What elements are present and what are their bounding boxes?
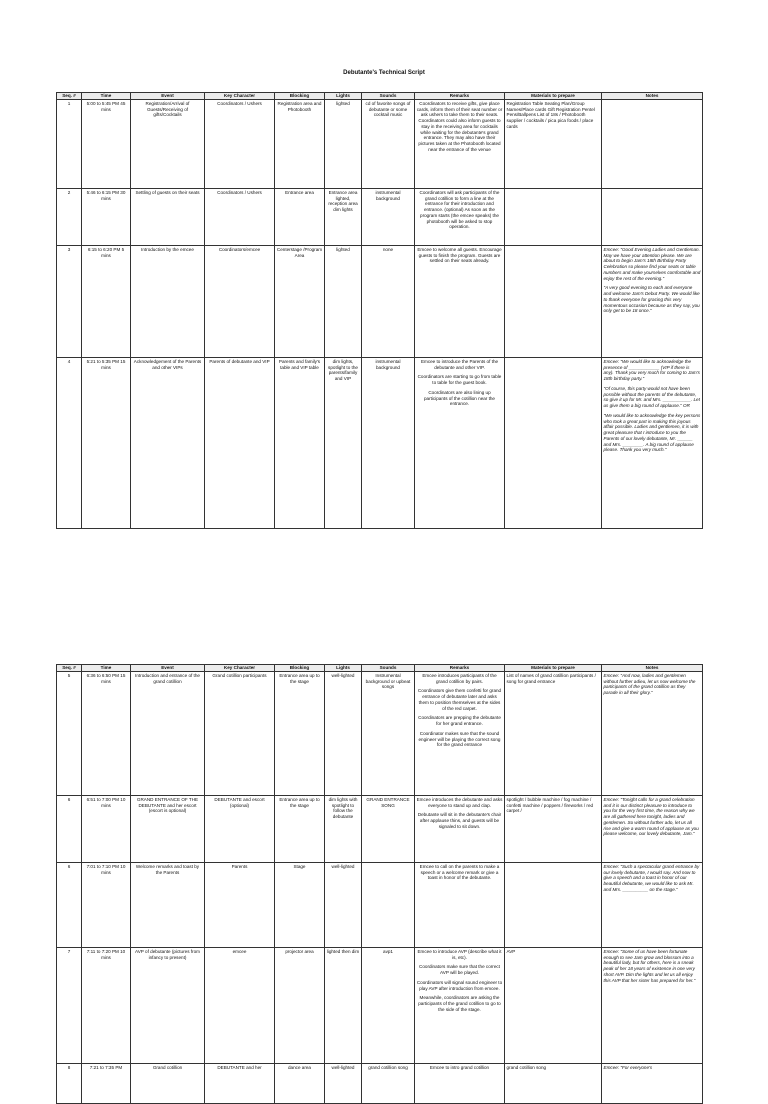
notes-cell <box>602 948 703 1064</box>
column-header: Blocking <box>275 665 325 672</box>
column-header: Time <box>82 665 131 672</box>
blocking-cell: Stage <box>275 863 325 948</box>
column-header: Seq. # <box>57 93 82 100</box>
remarks-cell <box>415 246 505 358</box>
sounds-cell: Instrumental background or upbeat songs <box>362 672 415 796</box>
header-row <box>57 93 703 100</box>
column-header: Blocking <box>275 93 325 100</box>
materials-cell: List of names of grand cotillion participants / song for grand entrance <box>505 672 602 796</box>
time-cell: 5:46 to 6:15 PM 30 mins <box>82 189 131 246</box>
remarks-cell <box>415 1064 505 1104</box>
remarks-paragraph: Emcee to intro grand cotillion <box>429 1065 490 1070</box>
lights-cell: lighted <box>325 246 362 358</box>
notes-cell <box>602 100 703 189</box>
seq-cell: 2 <box>57 189 82 246</box>
table-row <box>57 246 703 358</box>
column-header: Key Character <box>205 93 275 100</box>
column-header: Sounds <box>362 665 415 672</box>
blocking-cell: Entrance area up to the stage <box>275 796 325 863</box>
time-cell: 7:11 to 7:20 PM 10 mins <box>82 948 131 1064</box>
sounds-cell: none <box>362 246 415 358</box>
key-character-cell: Parents <box>205 863 275 948</box>
column-header: Event <box>131 93 205 100</box>
lights-cell: well-lighted <box>325 863 362 948</box>
table-body <box>57 672 703 1104</box>
seq-cell: 8 <box>57 1064 82 1104</box>
time-cell: 6:51 to 7:00 PM 10 mins <box>82 796 131 863</box>
table-row <box>57 948 703 1064</box>
lights-cell: lighted <box>325 100 362 189</box>
sounds-cell: instrumental background <box>362 358 415 529</box>
remarks-paragraph: Debutante will sit in the debutante's chair after applause thins, and guests will be signaled to sit down. <box>417 812 502 829</box>
notes-paragraph: "A very good evening to each and everyone and welcome Jam's Debut Party. We would like to thank everyone for gracing this very momentous occasion because as they say, you only get to be 18 once." <box>603 285 700 314</box>
notes-cell <box>602 672 703 796</box>
remarks-paragraph: Emcee to welcome all guests. Encourage guests to finish the program. Guests are settled on their seats already. <box>417 247 502 264</box>
remarks-cell <box>415 796 505 863</box>
table-row <box>57 1064 703 1104</box>
remarks-paragraph: Emcee to call on the parents to make a speech or a welcome remark or give a toast in honor of the debutante. <box>419 864 500 881</box>
notes-paragraph: "Of course, this party would not have been possible without the parents of the debutante, so give it up for Mr. and Mrs. ___________. Let us give them a big round of applause." OR <box>603 385 700 409</box>
blocking-cell: Parents and family's table and VIP table <box>275 358 325 529</box>
column-header: Remarks <box>415 665 505 672</box>
blocking-cell: Registration area and Photobooth <box>275 100 325 189</box>
materials-cell: grand cotillion song <box>505 1064 602 1104</box>
column-header: Lights <box>325 93 362 100</box>
notes-paragraph: "We would like to acknowledge the key persons who took a great part in making this joyous affair possible. Ladies and gentlemen, it is with great pleasure that I introduce to you the Parents of our lovely debutante, Mr. ______ and Mrs. ________. A big round of applause please. Thank you very much." <box>603 412 701 453</box>
document-title: Debutante's Technical Script <box>343 70 425 76</box>
blocking-cell: Centerstage /Program Area <box>275 246 325 358</box>
column-header: Seq. # <box>57 665 82 672</box>
blocking-cell: dance area <box>275 1064 325 1104</box>
remarks-paragraph: Coordinators make sure that the correct AVP will be played. <box>419 964 500 976</box>
seq-cell: 5 <box>57 672 82 796</box>
notes-paragraph: Emcee: "Such a spectacular grand entrance by our lovely debutante, I would say. And now to give a speech and a toast in honor of our beautiful debutante, we would like to ask Mr. and Mrs. __________ on the stage." <box>603 864 700 892</box>
column-header: Notes <box>602 665 703 672</box>
sounds-cell: grand cotillion song <box>362 1064 415 1104</box>
lights-cell: dim lights with spotlight to follow the debutante <box>325 796 362 863</box>
materials-cell: spotlight / bubble machine / fog machine / confetti machine / poppers / fireworks / red carpet / <box>505 796 602 863</box>
sounds-cell: GRAND ENTRANCE SONG <box>362 796 415 863</box>
column-header: Notes <box>602 93 703 100</box>
remarks-cell <box>415 189 505 246</box>
materials-cell: Registration Table Seating Plan/Group Names/Place cards Gift Registration Pentel Pens/Ballpens List of 18s / Photobooth supplier / cocktails / pica pica foods / place cards <box>505 100 602 189</box>
column-header: Key Character <box>205 665 275 672</box>
key-character-cell: DEBUTANTE and her <box>205 1064 275 1104</box>
remarks-paragraph: Emcee introduces the debutante and asks everyone to stand up and clap. <box>416 797 503 808</box>
notes-paragraph: Emcee: "Some of us have been fortunate enough to see Jam grow and blossom into a beautiful lady, but for others, here is a sneak peak of her 18 years of existence in one very short AVP. Dim the lights and let us all enjoy this AVP that her sister has prepared for her." <box>603 949 696 983</box>
notes-paragraph: Emcee: "Tonight calls for a grand celebration and it is our distinct pleasure to introduce to you for the very first time, the reason why we are all gathered here tonight, ladies and gentlemen. So without further ado, let us all rise and give a warm round of applause as you please welcome, our lovely debutante, Jam." <box>603 797 699 837</box>
remarks-cell <box>415 358 505 529</box>
time-cell: 7:21 to 7:35 PM <box>82 1064 131 1104</box>
script-table-page-2 <box>56 664 703 1104</box>
notes-paragraph: Emcee: "For everyone's <box>603 1065 653 1070</box>
column-header: Lights <box>325 665 362 672</box>
remarks-paragraph: Coordinators are prepping the debutante for her grand entrance. <box>418 715 501 727</box>
key-character-cell: emcee <box>205 948 275 1064</box>
column-header: Sounds <box>362 93 415 100</box>
notes-cell <box>602 1064 703 1104</box>
column-header: Remarks <box>415 93 505 100</box>
remarks-paragraph: Emcee introduces participants of the grand cotillion by pairs. <box>422 673 497 684</box>
seq-cell: 4 <box>57 358 82 529</box>
time-cell: 6:36 to 6:50 PM 15 mins <box>82 672 131 796</box>
sounds-cell: avp1 <box>362 948 415 1064</box>
event-cell: Introduction and entrance of the grand cotillion <box>131 672 205 796</box>
column-header: Event <box>131 665 205 672</box>
materials-cell <box>505 863 602 948</box>
key-character-cell: Parents of debutante and VIP <box>205 358 275 529</box>
table-header <box>57 665 703 672</box>
remarks-paragraph: Coordinators are also lining up participants of the cotillion near the entrance. <box>424 389 495 407</box>
notes-cell <box>602 189 703 246</box>
table-row <box>57 796 703 863</box>
remarks-paragraph: Coordinators give them confetti for grand entrance of debutante later and asks them to position themselves at the sides of the red carpet. <box>417 688 502 711</box>
lights-cell: Entrance area lighted, reception area dim lights <box>325 189 362 246</box>
remarks-paragraph: Coordinators will signal sound engineer to play AVP after introduction from emcee. <box>416 979 503 991</box>
lights-cell: lighted then dim <box>325 948 362 1064</box>
remarks-paragraph: Emcee to introduce the Parents of the debutante and other VIP. <box>420 359 499 370</box>
seq-cell: 6 <box>57 796 82 863</box>
time-cell: 6:15 to 6:20 PM 5 mins <box>82 246 131 358</box>
event-cell: Settling of guests on their seats <box>131 189 205 246</box>
notes-cell <box>602 863 703 948</box>
blocking-cell: Entrance area up to the stage <box>275 672 325 796</box>
seq-cell: 3 <box>57 246 82 358</box>
remarks-cell <box>415 672 505 796</box>
key-character-cell: DEBUTANTE and escort (optional) <box>205 796 275 863</box>
header-row <box>57 665 703 672</box>
key-character-cell: Coordinators / Ushers <box>205 100 275 189</box>
table-row <box>57 672 703 796</box>
remarks-paragraph: Emcee to introduce AVP (describe what it is, etc). <box>417 949 502 960</box>
sounds-cell: instrumental background <box>362 189 415 246</box>
event-cell: Introduction by the emcee <box>131 246 205 358</box>
table-row <box>57 863 703 948</box>
column-header: Materials to prepare <box>505 665 602 672</box>
lights-cell: dim lights, spotlight to the parents/family and VIP <box>325 358 362 529</box>
remarks-cell <box>415 100 505 189</box>
notes-cell <box>602 796 703 863</box>
key-character-cell: Coordinators/emcee <box>205 246 275 358</box>
remarks-cell <box>415 863 505 948</box>
blocking-cell: projector area <box>275 948 325 1064</box>
event-cell: GRAND ENTRANCE OF THE DEBUTANTE and her escort (escort is optional) <box>131 796 205 863</box>
remarks-paragraph: Coordinators are starting to go from table to table for the guest book. <box>417 374 502 386</box>
sounds-cell <box>362 863 415 948</box>
materials-cell <box>505 189 602 246</box>
seq-cell: 7 <box>57 948 82 1064</box>
remarks-paragraph: Coordinator makes sure that the sound engineer will be playing the correct song for the grand entrance <box>418 730 501 748</box>
materials-cell <box>505 246 602 358</box>
lights-cell: well-lighted <box>325 1064 362 1104</box>
seq-cell: 1 <box>57 100 82 189</box>
column-header: Time <box>82 93 131 100</box>
notes-paragraph: Emcee: "Good Evening Ladies and Gentleman. May we have your attention please. We are about to begin Jam's 18th Birthday Party Celebration so please find your seats or table numbers and make yourselves comfortable and enjoy the rest of the evening." <box>603 247 701 281</box>
key-character-cell: Grand cotillion participants <box>205 672 275 796</box>
event-cell: AVP of debutante (pictures from infancy to present) <box>131 948 205 1064</box>
remarks-paragraph: Meanwhile, coordinators are asking the participants of the grand cotillion to go to the side of the stage. <box>418 995 501 1012</box>
remarks-paragraph: Coordinators will ask participants of the grand cotillion to form a line at the entrance for their introduction and entrance. (optional) As soon as the program starts (the emcee speaks) the photobooth will be asked to stop operation. <box>419 190 500 230</box>
event-cell: Acknowledgement of the Parents and other VIPs <box>131 358 205 529</box>
materials-cell: AVP <box>505 948 602 1064</box>
time-cell: 7:01 to 7:10 PM 10 mins <box>82 863 131 948</box>
table-header <box>57 93 703 100</box>
lights-cell: well-lighted <box>325 672 362 796</box>
script-table-page-1 <box>56 92 703 529</box>
table-row <box>57 100 703 189</box>
event-cell: Registration/Arrival of Guests/Receiving of gifts/Cocktails <box>131 100 205 189</box>
time-cell: 5:21 to 5:35 PM 15 mins <box>82 358 131 529</box>
key-character-cell: Coordinators / Ushers <box>205 189 275 246</box>
remarks-paragraph: Coordinators to receive gifts, give place cards, inform them of their seat number or ask ushers to take them to their seats. Coordinators could also inform guests to stay in the receiving area for cocktails while waiting for the debutante's grand entrance. They may also have their pictures taken at the Photobooth located near the entrance of the venue <box>416 101 503 152</box>
table-row <box>57 358 703 529</box>
materials-cell <box>505 358 602 529</box>
notes-paragraph: Emcee: "We would like to acknowledge the presence of ____________ (VIP if there is any). Thank you very much for coming to Jam's 18th birthday party." <box>603 359 700 382</box>
time-cell: 5:00 to 5:45 PM 45 mins <box>82 100 131 189</box>
column-header: Materials to prepare <box>505 93 602 100</box>
sounds-cell: cd of favorite songs of debutante or some cocktail music <box>362 100 415 189</box>
table-body <box>57 100 703 529</box>
remarks-cell <box>415 948 505 1064</box>
blocking-cell: Entrance area <box>275 189 325 246</box>
event-cell: Grand cotillion <box>131 1064 205 1104</box>
table-row <box>57 189 703 246</box>
notes-cell <box>602 246 703 358</box>
notes-paragraph: Emcee: "And now, ladies and gentlemen without further adieu, let us now welcome the participants of the grand cotillion as they parade in all their glory." <box>603 673 696 696</box>
seq-cell: 6 <box>57 863 82 948</box>
notes-cell <box>602 358 703 529</box>
event-cell: Welcome remarks and toast by the Parents <box>131 863 205 948</box>
